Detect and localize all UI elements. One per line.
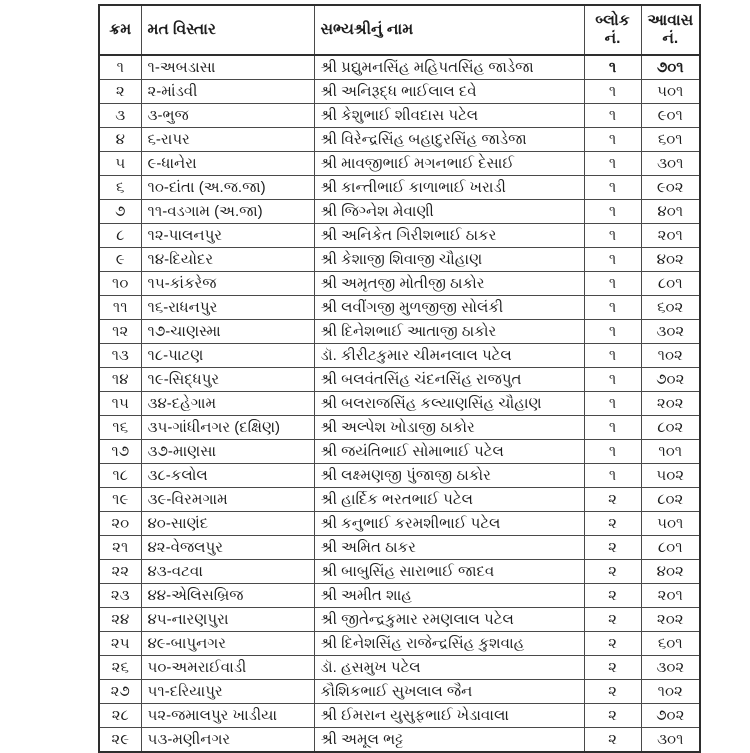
header-block-no: બ્લોક નં. — [584, 5, 641, 55]
cell-member-name: શ્રી લવીંગજી મુળજીજી સોલંકી — [314, 296, 584, 320]
table-row — [99, 104, 700, 128]
table-row — [99, 344, 700, 368]
cell-serial: ૫ — [99, 152, 141, 176]
cell-member-name: શ્રી અનિકેત ગિરીશભાઈ ઠાકર — [314, 224, 584, 248]
table-row — [99, 536, 700, 560]
cell-member-name: શ્રી અમૃતજી મોતીજી ઠાકોર — [314, 272, 584, 296]
cell-constituency: ૫૨-જમાલપુર ખાડીયા — [141, 704, 314, 728]
cell-member-name: શ્રી અમૂલ ભટ્ટ — [314, 728, 584, 753]
cell-serial: ૨૮ — [99, 704, 141, 728]
cell-block-no: ૧ — [584, 176, 641, 200]
cell-constituency: ૫૩-મણીનગર — [141, 728, 314, 753]
header-residence-no: આવાસ નં. — [641, 5, 700, 55]
cell-block-no: ૨ — [584, 536, 641, 560]
table-row — [99, 560, 700, 584]
cell-residence-no: ૯૦૨ — [641, 176, 700, 200]
cell-block-no: ૧ — [584, 344, 641, 368]
cell-residence-no: ૫૦૧ — [641, 80, 700, 104]
cell-block-no: ૧ — [584, 392, 641, 416]
cell-constituency: ૧૮-પાટણ — [141, 344, 314, 368]
cell-constituency: ૩૭-માણસા — [141, 440, 314, 464]
cell-member-name: શ્રી દિનેશભાઈ આતાજી ઠાકોર — [314, 320, 584, 344]
member-residence-table — [98, 4, 701, 753]
cell-residence-no: ૯૦૧ — [641, 104, 700, 128]
table-row — [99, 680, 700, 704]
cell-constituency: ૫૦-અમરાઈવાડી — [141, 656, 314, 680]
cell-serial: ૨૭ — [99, 680, 141, 704]
cell-constituency: ૪૦-સાણંદ — [141, 512, 314, 536]
cell-residence-no: ૭૦૨ — [641, 368, 700, 392]
cell-block-no: ૨ — [584, 584, 641, 608]
cell-block-no: ૨ — [584, 560, 641, 584]
cell-serial: ૮ — [99, 224, 141, 248]
cell-block-no: ૨ — [584, 680, 641, 704]
cell-block-no: ૨ — [584, 632, 641, 656]
cell-serial: ૧૧ — [99, 296, 141, 320]
cell-serial: ૧ — [99, 55, 141, 80]
cell-constituency: ૩૮-કલોલ — [141, 464, 314, 488]
cell-serial: ૨૬ — [99, 656, 141, 680]
table-row — [99, 128, 700, 152]
cell-residence-no: ૬૦૧ — [641, 632, 700, 656]
table-row — [99, 656, 700, 680]
table-row — [99, 512, 700, 536]
cell-serial: ૧૭ — [99, 440, 141, 464]
table-row — [99, 584, 700, 608]
cell-block-no: ૧ — [584, 248, 641, 272]
cell-constituency: ૪૫-નારણપુરા — [141, 608, 314, 632]
cell-member-name: શ્રી જિગ્નેશ મેવાણી — [314, 200, 584, 224]
cell-residence-no: ૮૦૧ — [641, 536, 700, 560]
table-row — [99, 488, 700, 512]
cell-residence-no: ૭૦૧ — [641, 55, 700, 80]
table-row — [99, 608, 700, 632]
cell-residence-no: ૫૦૧ — [641, 512, 700, 536]
table-row — [99, 632, 700, 656]
header-member-name: સભ્યશ્રીનું નામ — [314, 5, 584, 55]
cell-block-no: ૧ — [584, 320, 641, 344]
cell-residence-no: ૧૦૨ — [641, 344, 700, 368]
cell-member-name: કૌશિકભાઈ સુખલાલ જૈન — [314, 680, 584, 704]
table-row — [99, 176, 700, 200]
cell-block-no: ૧ — [584, 296, 641, 320]
cell-residence-no: ૨૦૧ — [641, 584, 700, 608]
cell-member-name: શ્રી પ્રદ્યુમનસિંહ મહિપતસિંહ જાડેજા — [314, 55, 584, 80]
cell-member-name: શ્રી બલવંતસિંહ ચંદનસિંહ રાજપુત — [314, 368, 584, 392]
cell-block-no: ૨ — [584, 488, 641, 512]
cell-constituency: ૯-ધાનેરા — [141, 152, 314, 176]
cell-constituency: ૧-અબડાસા — [141, 55, 314, 80]
cell-constituency: ૪૪-એલિસબ્રિજ — [141, 584, 314, 608]
cell-constituency: ૪૯-બાપુનગર — [141, 632, 314, 656]
cell-member-name: શ્રી વિરેન્દ્રસિંહ બહાદુરસિંહ જાડેજા — [314, 128, 584, 152]
cell-residence-no: ૪૦૧ — [641, 200, 700, 224]
cell-serial: ૧૯ — [99, 488, 141, 512]
cell-member-name: શ્રી ઈમરાન યુસુફભાઈ ખેડાવાલા — [314, 704, 584, 728]
cell-residence-no: ૨૦૨ — [641, 392, 700, 416]
cell-block-no: ૧ — [584, 368, 641, 392]
cell-block-no: ૧ — [584, 440, 641, 464]
cell-block-no: ૧ — [584, 224, 641, 248]
cell-block-no: ૧ — [584, 200, 641, 224]
cell-block-no: ૨ — [584, 656, 641, 680]
cell-member-name: શ્રી કેશાજી શિવાજી ચૌહાણ — [314, 248, 584, 272]
cell-residence-no: ૧૦૨ — [641, 680, 700, 704]
cell-constituency: ૪૩-વટવા — [141, 560, 314, 584]
cell-residence-no: ૭૦૨ — [641, 704, 700, 728]
cell-block-no: ૧ — [584, 128, 641, 152]
cell-serial: ૩ — [99, 104, 141, 128]
cell-residence-no: ૩૦૨ — [641, 320, 700, 344]
cell-member-name: શ્રી અનિરૂદ્ધ ભાઈલાલ દવે — [314, 80, 584, 104]
cell-constituency: ૬-રાપર — [141, 128, 314, 152]
cell-block-no: ૧ — [584, 464, 641, 488]
cell-member-name: શ્રી કાન્તીભાઈ કાળાભાઈ ખરાડી — [314, 176, 584, 200]
cell-serial: ૨૪ — [99, 608, 141, 632]
cell-constituency: ૫૧-દરિયાપુર — [141, 680, 314, 704]
cell-residence-no: ૪૦૨ — [641, 560, 700, 584]
cell-constituency: ૨-માંડવી — [141, 80, 314, 104]
header-constituency: મત વિસ્તાર — [141, 5, 314, 55]
cell-member-name: ડૉ. કીરીટકુમાર ચીમનલાલ પટેલ — [314, 344, 584, 368]
cell-block-no: ૧ — [584, 55, 641, 80]
cell-residence-no: ૮૦૨ — [641, 488, 700, 512]
cell-block-no: ૧ — [584, 272, 641, 296]
cell-residence-no: ૨૦૧ — [641, 224, 700, 248]
header-serial: ક્રમ — [99, 5, 141, 55]
table-row — [99, 464, 700, 488]
table-row — [99, 728, 700, 753]
cell-serial: ૨૦ — [99, 512, 141, 536]
cell-block-no: ૨ — [584, 728, 641, 753]
cell-residence-no: ૫૦૨ — [641, 464, 700, 488]
cell-constituency: ૧૧-વડગામ (અ.જા) — [141, 200, 314, 224]
cell-residence-no: ૮૦૧ — [641, 272, 700, 296]
table-row — [99, 320, 700, 344]
cell-residence-no: ૬૦૧ — [641, 128, 700, 152]
cell-constituency: ૩૯-વિરમગામ — [141, 488, 314, 512]
table-row — [99, 248, 700, 272]
cell-constituency: ૧૬-રાધનપુર — [141, 296, 314, 320]
cell-member-name: શ્રી કનુભાઈ કરમશીભાઈ પટેલ — [314, 512, 584, 536]
cell-block-no: ૨ — [584, 608, 641, 632]
table-row — [99, 55, 700, 80]
cell-member-name: ડૉ. હસમુખ પટેલ — [314, 656, 584, 680]
cell-serial: ૨૫ — [99, 632, 141, 656]
cell-member-name: શ્રી દિનેશસિંહ રાજેન્દ્રસિંહ કુશવાહ — [314, 632, 584, 656]
table-row — [99, 80, 700, 104]
cell-member-name: શ્રી લક્ષ્મણજી પુંજાજી ઠાકોર — [314, 464, 584, 488]
cell-block-no: ૨ — [584, 512, 641, 536]
cell-member-name: શ્રી અલ્પેશ ખોડાજી ઠાકોર — [314, 416, 584, 440]
cell-member-name: શ્રી જીતેન્દ્રકુમાર રમણલાલ પટેલ — [314, 608, 584, 632]
cell-serial: ૪ — [99, 128, 141, 152]
cell-member-name: શ્રી જયંતિભાઈ સોમાભાઈ પટેલ — [314, 440, 584, 464]
cell-constituency: ૧૨-પાલનપુર — [141, 224, 314, 248]
cell-serial: ૧૨ — [99, 320, 141, 344]
table-row — [99, 296, 700, 320]
cell-constituency: ૩૫-ગાંધીનગર (દક્ષિણ) — [141, 416, 314, 440]
cell-constituency: ૧૫-કાંકરેજ — [141, 272, 314, 296]
cell-block-no: ૧ — [584, 104, 641, 128]
cell-residence-no: ૮૦૨ — [641, 416, 700, 440]
cell-residence-no: ૪૦૨ — [641, 248, 700, 272]
cell-serial: ૧૮ — [99, 464, 141, 488]
cell-member-name: શ્રી હાર્દિક ભરતભાઈ પટેલ — [314, 488, 584, 512]
cell-member-name: શ્રી માવજીભાઈ મગનભાઈ દેસાઈ — [314, 152, 584, 176]
cell-serial: ૧૬ — [99, 416, 141, 440]
cell-constituency: ૧૯-સિદ્ધપુર — [141, 368, 314, 392]
cell-member-name: શ્રી અમિત ઠાકર — [314, 536, 584, 560]
cell-serial: ૨૧ — [99, 536, 141, 560]
cell-serial: ૯ — [99, 248, 141, 272]
cell-constituency: ૩-ભુજ — [141, 104, 314, 128]
cell-constituency: ૩૪-દહેગામ — [141, 392, 314, 416]
table-row — [99, 152, 700, 176]
cell-residence-no: ૩૦૧ — [641, 152, 700, 176]
table-row — [99, 392, 700, 416]
cell-member-name: શ્રી કેશુભાઈ શીવદાસ પટેલ — [314, 104, 584, 128]
cell-serial: ૧૫ — [99, 392, 141, 416]
cell-serial: ૭ — [99, 200, 141, 224]
cell-serial: ૧૩ — [99, 344, 141, 368]
cell-constituency: ૧૭-ચાણસ્મા — [141, 320, 314, 344]
cell-constituency: ૧૦-દાંતા (અ.જ.જા) — [141, 176, 314, 200]
cell-block-no: ૧ — [584, 152, 641, 176]
table-row — [99, 704, 700, 728]
cell-residence-no: ૩૦૧ — [641, 728, 700, 753]
header-row — [99, 5, 700, 55]
cell-block-no: ૧ — [584, 416, 641, 440]
cell-serial: ૨૩ — [99, 584, 141, 608]
cell-serial: ૨ — [99, 80, 141, 104]
cell-block-no: ૧ — [584, 80, 641, 104]
table-row — [99, 224, 700, 248]
cell-member-name: શ્રી બલરાજસિંહ કલ્યાણસિંહ ચૌહાણ — [314, 392, 584, 416]
cell-constituency: ૧૪-દિયોદર — [141, 248, 314, 272]
cell-residence-no: ૧૦૧ — [641, 440, 700, 464]
cell-serial: ૨૨ — [99, 560, 141, 584]
cell-serial: ૨૯ — [99, 728, 141, 753]
cell-serial: ૧૪ — [99, 368, 141, 392]
cell-constituency: ૪૨-વેજલપુર — [141, 536, 314, 560]
table-body — [99, 55, 700, 752]
cell-residence-no: ૬૦૨ — [641, 296, 700, 320]
table-row — [99, 416, 700, 440]
table-row — [99, 368, 700, 392]
cell-residence-no: ૨૦૨ — [641, 608, 700, 632]
cell-member-name: શ્રી બાબુસિંહ સારાભાઈ જાદવ — [314, 560, 584, 584]
table-row — [99, 440, 700, 464]
table-header — [99, 5, 700, 55]
table-row — [99, 272, 700, 296]
cell-serial: ૬ — [99, 176, 141, 200]
table-row — [99, 200, 700, 224]
cell-block-no: ૨ — [584, 704, 641, 728]
cell-residence-no: ૩૦૨ — [641, 656, 700, 680]
cell-member-name: શ્રી અમીત શાહ — [314, 584, 584, 608]
cell-serial: ૧૦ — [99, 272, 141, 296]
